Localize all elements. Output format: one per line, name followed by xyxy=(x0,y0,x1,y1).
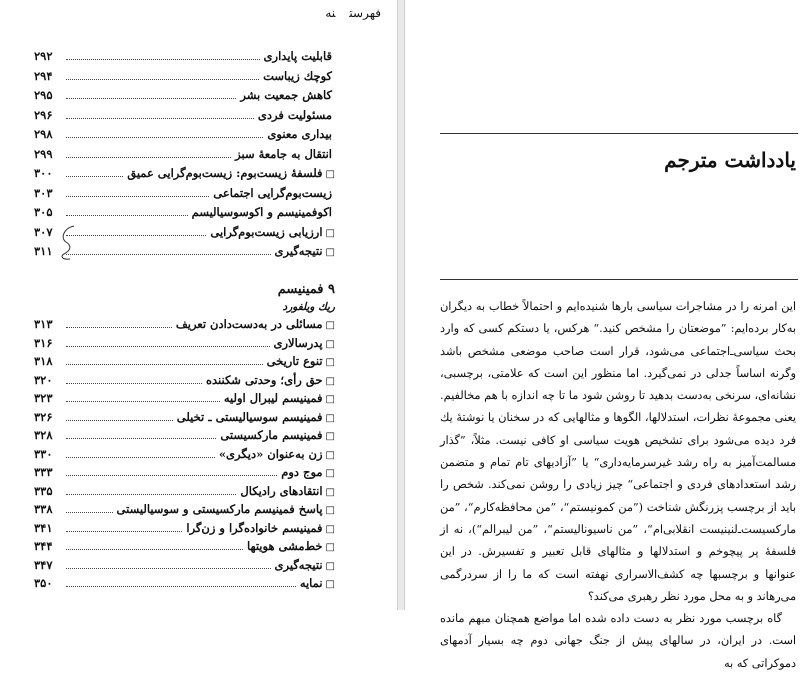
toc-entry-title: قابلیت پایداری xyxy=(263,49,332,63)
right-page xyxy=(404,0,808,670)
toc-page-number: ۳۱۱ xyxy=(34,244,53,258)
dot-leader xyxy=(66,540,243,550)
toc-entry xyxy=(34,166,335,184)
top-rule xyxy=(440,133,798,134)
left-page xyxy=(0,0,398,610)
toc-page-number: ۲۹۲ xyxy=(34,49,53,63)
toc-entry xyxy=(34,428,335,446)
toc-entry-title: پاسخ فمینیسم مارکسیستی و سوسیالیستی xyxy=(116,502,323,516)
toc-page-number: ۲۹۶ xyxy=(34,107,53,122)
toc-entry-title: فلسفهٔ زیست‌بوم: زیست‌بوم‌گرایی عمیق xyxy=(127,166,323,180)
toc-entry-title: خط‌مشی هویتها xyxy=(247,539,323,553)
dot-leader xyxy=(66,559,271,569)
toc-bullet: □ xyxy=(325,542,335,553)
toc-bullet: □ xyxy=(325,560,335,572)
toc-bullet: □ xyxy=(325,320,335,331)
dot-leader xyxy=(66,226,206,236)
dot-leader xyxy=(66,206,188,216)
dot-leader xyxy=(66,466,277,476)
toc-bullet: □ xyxy=(325,338,335,350)
toc-entry xyxy=(34,336,335,354)
toc-entry-title: پدرسالاری xyxy=(273,335,323,350)
toc-page-number: ۳۴۱ xyxy=(34,520,53,535)
toc-entry xyxy=(34,127,335,145)
toc-entry xyxy=(34,205,335,223)
dot-leader xyxy=(66,128,263,138)
dot-leader xyxy=(66,429,216,439)
toc-page-number: ۳۲۳ xyxy=(34,391,53,405)
toc-bullet: □ xyxy=(325,486,335,498)
dot-leader xyxy=(66,485,236,495)
dot-leader xyxy=(66,392,220,402)
toc-page-number: ۲۹۴ xyxy=(34,68,53,83)
toc-bullet: □ xyxy=(325,247,335,258)
toc-page-number: ۳۴۴ xyxy=(34,539,53,553)
toc-page-number: ۳۵۰ xyxy=(34,576,53,590)
toc-page-number: ۳۲۶ xyxy=(34,409,53,424)
toc-entry-title: نتیجه‌گیری xyxy=(274,244,323,258)
toc-page-number: ۳۳۰ xyxy=(34,446,53,461)
toc-entry xyxy=(34,147,335,165)
toc-entry xyxy=(34,49,335,67)
toc-bullet: □ xyxy=(325,431,335,442)
section-title: یادداشت مترجم xyxy=(664,148,796,172)
paragraph: این امر‌نه را در مشاجرات سیاسی بارها شنیده‌ایم و احتمالاً خطاب به دیگران به‌کار برده‌ایم: ”موضعتان را مشخص کنید.“ هرکس، یا دستکم کسی که وارد بحث سیاسی‌ـ‌اجتماعی می‌شود، قرار است صاحب موضعی مشخص باشد وگرنه اساساً جدلی در نمی‌گیرد. اما منظور این است که علامتی، برچسبی، نشانه‌ای، سرنخی به‌دست بدهید تا روشن شود ما تا چه اندازه با هم مخالفیم. یعنی مجموعهٔ نظرات، استدلالها، الگوها و مثالهایی که در سخنان یا نوشتهٔ یك فرد دیده می‌شود برای تشخیص هویت سیاسی او کافی نیست. مثلاً، ”گذار مسالمت‌آمیز به راه رشد غیرسرمایه‌داری“ یا ”آزادیهای تام تمام و متضمن رشد استعدادهای فردی و اجتماعی“ چیز زیادی را روشن نمی‌کند. شخص را باید از برچسب پزرنگش شناخت (”من کمونیستم“، ”من محافظه‌کارم“، ”من مارکسیست‌ـ‌لنینیست انقلابی‌ام“، ”من ناسیونالیستم“، ”من لیبرالم“)، نه از فلسفهٔ پر پیچوخم و استدلالها و مثالهای قابل تعبیر و تفسیرش. در این عنوانها و برچسبها چه کشف‌الاسراری نهفته است که ما را از سردرگمی می‌رهاند و به محل مورد نظر رهبری می‌کند؟ xyxy=(440,300,796,603)
dot-leader xyxy=(66,148,231,158)
running-header xyxy=(311,6,381,20)
toc-entry-title: حق رأی؛ وحدتی شکننده xyxy=(205,372,323,387)
toc-entry-title: بیداری معنوی xyxy=(267,127,332,141)
toc-page-number: ۳۱۸ xyxy=(34,354,53,368)
toc-entry-title: کاهش جمعیت بشر xyxy=(240,88,332,102)
toc-entry xyxy=(34,108,335,126)
toc-entry-title: مسئولیت فردی xyxy=(257,107,332,122)
toc-entry-title: نمایه xyxy=(299,576,323,590)
dot-leader xyxy=(66,577,296,587)
chapter-author: ریك ویلفورد xyxy=(282,301,335,313)
toc-page-number: ۳۳۳ xyxy=(34,465,53,479)
toc-entry-title: ارزیابی زیست‌بوم‌گرایی xyxy=(210,224,323,239)
toc-bullet: □ xyxy=(325,468,335,479)
body-text xyxy=(440,296,796,675)
toc-page-number: ۳۰۷ xyxy=(34,224,53,239)
toc-page-number: ۳۰۵ xyxy=(34,205,53,219)
toc-entry xyxy=(34,539,335,557)
dot-leader xyxy=(66,70,259,80)
paragraph: گاه برچسب مورد نظر به دست داده شده اما مواضع همچنان مبهم مانده است. در ایران، در سالهای پیش از جنگ جهانی دوم چه بسیار آدمهای دموکراتی که به xyxy=(440,612,796,670)
toc-bullet: □ xyxy=(325,505,335,516)
chapter-title: ۹ فمینیسم xyxy=(277,282,335,297)
toc-entry-title: نتیجه‌گیری xyxy=(274,557,323,572)
toc-entry xyxy=(34,373,335,391)
dot-leader xyxy=(66,318,172,328)
toc-bullet: □ xyxy=(325,523,335,535)
toc-page-number: ۲۹۹ xyxy=(34,146,53,161)
toc-entry-title: انتقال به جامعهٔ سبز xyxy=(235,146,332,161)
toc-page-number: ۳۲۸ xyxy=(34,428,53,442)
toc-entry xyxy=(34,88,335,106)
toc-entry xyxy=(34,354,335,372)
toc-entry xyxy=(34,69,335,87)
dot-leader xyxy=(66,89,236,99)
dot-leader xyxy=(66,503,113,513)
toc-entry xyxy=(34,576,335,594)
toc-entry xyxy=(34,410,335,428)
toc-entry-title: فمینیسم مارکسیستی xyxy=(220,428,323,442)
toc-page-number: ۳۴۷ xyxy=(34,557,53,572)
dot-leader xyxy=(66,337,270,347)
toc-bullet: □ xyxy=(325,357,335,368)
toc-entry-title: فمینیسم سوسیالیستی ـ تخیلی xyxy=(176,409,323,424)
toc-entry-title: فمینیسم لیبرال اولیه xyxy=(223,391,323,405)
dot-leader xyxy=(66,167,123,177)
dot-leader xyxy=(66,448,215,458)
dot-leader xyxy=(66,245,271,255)
dot-leader xyxy=(66,187,209,197)
toc-entry xyxy=(34,558,335,576)
toc-entry-title: تنوع تاریخی xyxy=(266,354,323,368)
toc-entry xyxy=(34,502,335,520)
bottom-rule xyxy=(440,279,798,280)
toc-entry xyxy=(34,484,335,502)
toc-page-number: ۳۳۵ xyxy=(34,483,53,498)
toc-page-number: ۳۰۳ xyxy=(34,185,53,200)
toc-bullet: □ xyxy=(325,449,335,461)
toc-entry-title: فمینیسم خانواده‌گرا و زن‌گرا xyxy=(186,520,323,535)
toc-entry-title: انتقادهای رادیکال xyxy=(240,483,323,498)
dot-leader xyxy=(66,411,173,421)
toc-bullet: □ xyxy=(325,579,335,590)
toc-entry-title: کوچك زیباست xyxy=(263,68,332,83)
toc-entry-title: زن به‌عنوان «دیگری» xyxy=(218,446,323,461)
toc-bullet: □ xyxy=(325,412,335,424)
toc-entry xyxy=(34,447,335,465)
dot-leader xyxy=(66,355,263,365)
book-gutter xyxy=(397,0,404,610)
dot-leader xyxy=(66,374,202,384)
toc-page-number: ۳۱۶ xyxy=(34,335,53,350)
toc-entry xyxy=(34,521,335,539)
toc-entry xyxy=(34,465,335,483)
toc-bullet: □ xyxy=(325,227,335,239)
toc-entry-title: مسائلی در به‌دست‌دادن تعریف xyxy=(175,317,323,331)
toc-page-number: ۳۲۰ xyxy=(34,372,53,387)
toc-entry xyxy=(34,317,335,335)
dot-leader xyxy=(66,109,254,119)
toc-entry-title: اکوفمینیسم و اکوسوسیالیسم xyxy=(191,205,332,219)
toc-bullet: □ xyxy=(325,394,335,405)
toc-entry-title: موج دوم xyxy=(281,465,323,479)
toc-entry-title: زیست‌بوم‌گرایی اجتماعی xyxy=(213,185,332,200)
toc-page-number: ۲۹۵ xyxy=(34,88,53,102)
toc-entry xyxy=(34,391,335,409)
header-page-number: نه xyxy=(325,6,336,20)
toc-page-number: ۲۹۸ xyxy=(34,127,53,141)
toc-page-number: ۳۳۸ xyxy=(34,502,53,516)
toc-entry xyxy=(34,186,335,204)
toc-bullet: □ xyxy=(325,169,335,180)
toc-bullet: □ xyxy=(325,375,335,387)
pen-scribble-mark xyxy=(58,222,80,262)
dot-leader xyxy=(66,522,182,532)
toc-page-number: ۳۱۳ xyxy=(34,317,53,331)
toc-page-number: ۳۰۰ xyxy=(34,166,53,180)
header-title: فهرست xyxy=(349,6,381,20)
dot-leader xyxy=(66,50,260,60)
